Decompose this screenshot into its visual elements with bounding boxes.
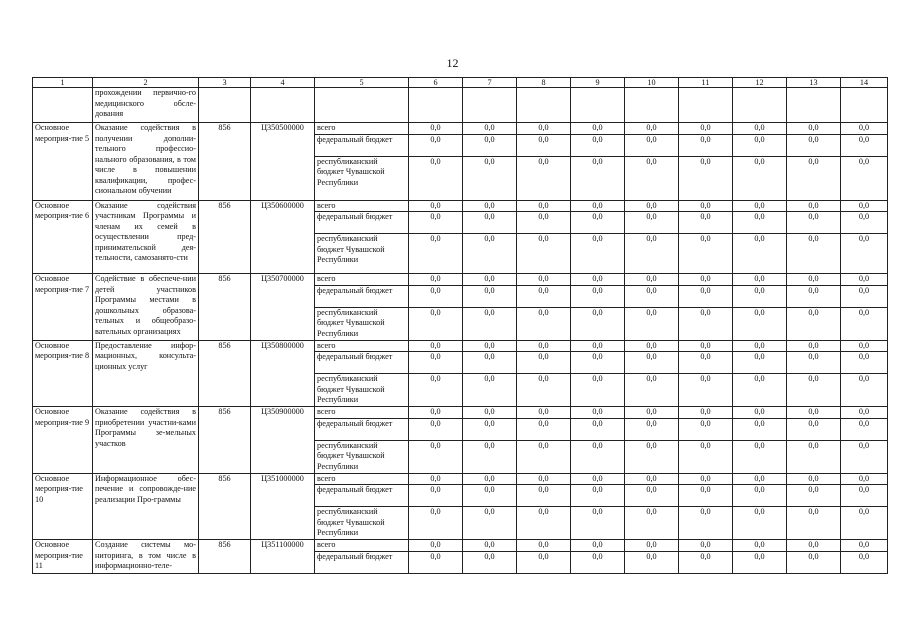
value-cell: 0,0: [841, 285, 888, 307]
value-cell: 0,0: [517, 418, 571, 440]
value-cell: 0,0: [787, 200, 841, 212]
funding-source-cell: федеральный бюджет: [315, 551, 409, 573]
value-cell: 0,0: [517, 234, 571, 274]
value-cell: 0,0: [679, 212, 733, 234]
value-cell: 0,0: [463, 407, 517, 419]
value-cell: 0,0: [679, 156, 733, 200]
value-cell: 0,0: [733, 212, 787, 234]
value-cell: 0,0: [517, 340, 571, 352]
value-cell: 0,0: [733, 352, 787, 374]
value-cell: 0,0: [679, 352, 733, 374]
value-cell: 0,0: [409, 440, 463, 473]
header-cell: 6: [409, 78, 463, 88]
value-cell: 0,0: [463, 200, 517, 212]
budget-code-cell: Ц351000000: [251, 473, 315, 540]
grbs-cell: 856: [199, 407, 251, 474]
value-cell: 0,0: [625, 200, 679, 212]
value-cell: 0,0: [787, 340, 841, 352]
value-cell: 0,0: [463, 212, 517, 234]
value-cell: 0,0: [409, 212, 463, 234]
event-desc-cell: Оказание содействия в получении дополни-тельного профессио-нального образования, в том числе в повышении квалификации, профес-сиональном обучении: [93, 123, 199, 201]
value-cell: 0,0: [841, 274, 888, 286]
table-row: [33, 200, 888, 212]
funding-source-cell: федеральный бюджет: [315, 485, 409, 507]
funding-source-cell: республиканский бюджет Чувашской Республики: [315, 156, 409, 200]
value-cell: 0,0: [409, 285, 463, 307]
value-cell: 0,0: [679, 285, 733, 307]
program-table: [32, 77, 888, 574]
value-cell: 0,0: [787, 540, 841, 552]
value-cell: 0,0: [625, 374, 679, 407]
grbs-cell: 856: [199, 540, 251, 574]
value-cell: 0,0: [517, 307, 571, 340]
value-cell: 0,0: [463, 507, 517, 540]
value-cell: 0,0: [571, 134, 625, 156]
value-cell: 0,0: [517, 212, 571, 234]
value-cell: 0,0: [625, 473, 679, 485]
budget-code-cell: Ц350500000: [251, 123, 315, 201]
table-row: [33, 123, 888, 135]
value-cell: 0,0: [841, 156, 888, 200]
value-cell: 0,0: [517, 540, 571, 552]
budget-code-cell: Ц351100000: [251, 540, 315, 574]
value-cell: 0,0: [571, 418, 625, 440]
value-cell: 0,0: [787, 274, 841, 286]
empty-cell: [463, 88, 517, 123]
value-cell: 0,0: [409, 307, 463, 340]
value-cell: 0,0: [733, 418, 787, 440]
value-cell: 0,0: [571, 473, 625, 485]
value-cell: 0,0: [571, 212, 625, 234]
value-cell: 0,0: [679, 485, 733, 507]
value-cell: 0,0: [679, 234, 733, 274]
value-cell: 0,0: [625, 440, 679, 473]
value-cell: 0,0: [679, 418, 733, 440]
table-row: [33, 473, 888, 485]
value-cell: 0,0: [409, 473, 463, 485]
header-cell: 4: [251, 78, 315, 88]
event-desc-cell: прохождении первично-го медицинского обсле-дования: [93, 88, 199, 123]
funding-source-cell: всего: [315, 340, 409, 352]
empty-cell: [199, 88, 251, 123]
value-cell: 0,0: [679, 307, 733, 340]
header-cell: 12: [733, 78, 787, 88]
value-cell: 0,0: [679, 440, 733, 473]
value-cell: 0,0: [625, 212, 679, 234]
value-cell: 0,0: [463, 418, 517, 440]
value-cell: 0,0: [409, 374, 463, 407]
value-cell: 0,0: [733, 407, 787, 419]
value-cell: 0,0: [787, 551, 841, 573]
value-cell: 0,0: [571, 234, 625, 274]
budget-code-cell: Ц350900000: [251, 407, 315, 474]
value-cell: 0,0: [517, 440, 571, 473]
value-cell: 0,0: [517, 507, 571, 540]
value-cell: 0,0: [787, 123, 841, 135]
value-cell: 0,0: [787, 134, 841, 156]
value-cell: 0,0: [787, 156, 841, 200]
value-cell: 0,0: [409, 234, 463, 274]
value-cell: 0,0: [625, 407, 679, 419]
value-cell: 0,0: [625, 134, 679, 156]
value-cell: 0,0: [409, 407, 463, 419]
value-cell: 0,0: [409, 485, 463, 507]
value-cell: 0,0: [733, 123, 787, 135]
budget-code-cell: Ц350700000: [251, 274, 315, 341]
value-cell: 0,0: [625, 340, 679, 352]
empty-cell: [315, 88, 409, 123]
empty-cell: [625, 88, 679, 123]
value-cell: 0,0: [841, 507, 888, 540]
value-cell: 0,0: [409, 418, 463, 440]
value-cell: 0,0: [571, 407, 625, 419]
value-cell: 0,0: [463, 307, 517, 340]
value-cell: 0,0: [679, 340, 733, 352]
empty-cell: [251, 88, 315, 123]
grbs-cell: 856: [199, 473, 251, 540]
grbs-cell: 856: [199, 340, 251, 407]
grbs-cell: 856: [199, 274, 251, 341]
value-cell: 0,0: [571, 156, 625, 200]
value-cell: 0,0: [841, 200, 888, 212]
value-cell: 0,0: [463, 374, 517, 407]
value-cell: 0,0: [841, 473, 888, 485]
table-row: [33, 407, 888, 419]
value-cell: 0,0: [517, 407, 571, 419]
value-cell: 0,0: [841, 485, 888, 507]
header-cell: 3: [199, 78, 251, 88]
page-number: 12: [446, 56, 459, 70]
value-cell: 0,0: [463, 274, 517, 286]
value-cell: 0,0: [571, 340, 625, 352]
funding-source-cell: всего: [315, 123, 409, 135]
value-cell: 0,0: [841, 407, 888, 419]
header-cell: 13: [787, 78, 841, 88]
value-cell: 0,0: [679, 551, 733, 573]
event-name-cell: [33, 88, 93, 123]
value-cell: 0,0: [679, 507, 733, 540]
value-cell: 0,0: [517, 156, 571, 200]
value-cell: 0,0: [463, 440, 517, 473]
value-cell: 0,0: [733, 340, 787, 352]
value-cell: 0,0: [841, 340, 888, 352]
value-cell: 0,0: [787, 473, 841, 485]
header-cell: 8: [517, 78, 571, 88]
funding-source-cell: всего: [315, 200, 409, 212]
value-cell: 0,0: [733, 540, 787, 552]
value-cell: 0,0: [625, 540, 679, 552]
empty-cell: [733, 88, 787, 123]
value-cell: 0,0: [787, 234, 841, 274]
value-cell: 0,0: [409, 340, 463, 352]
value-cell: 0,0: [571, 274, 625, 286]
value-cell: 0,0: [787, 440, 841, 473]
value-cell: 0,0: [625, 352, 679, 374]
funding-source-cell: федеральный бюджет: [315, 418, 409, 440]
value-cell: 0,0: [841, 440, 888, 473]
value-cell: 0,0: [463, 123, 517, 135]
value-cell: 0,0: [841, 134, 888, 156]
empty-cell: [841, 88, 888, 123]
empty-cell: [787, 88, 841, 123]
event-name-cell: Основное мероприя-тие 11: [33, 540, 93, 574]
value-cell: 0,0: [787, 407, 841, 419]
value-cell: 0,0: [517, 551, 571, 573]
event-desc-cell: Создание системы мо-ниторинга, в том числе в информационно-теле-: [93, 540, 199, 574]
value-cell: 0,0: [409, 134, 463, 156]
value-cell: 0,0: [733, 134, 787, 156]
value-cell: 0,0: [463, 156, 517, 200]
value-cell: 0,0: [841, 212, 888, 234]
value-cell: 0,0: [463, 352, 517, 374]
budget-code-cell: Ц350600000: [251, 200, 315, 274]
value-cell: 0,0: [679, 407, 733, 419]
value-cell: 0,0: [733, 440, 787, 473]
header-cell: 9: [571, 78, 625, 88]
value-cell: 0,0: [409, 507, 463, 540]
value-cell: 0,0: [787, 212, 841, 234]
funding-source-cell: республиканский бюджет Чувашской Республики: [315, 307, 409, 340]
value-cell: 0,0: [517, 123, 571, 135]
value-cell: 0,0: [409, 540, 463, 552]
value-cell: 0,0: [787, 352, 841, 374]
value-cell: 0,0: [733, 234, 787, 274]
value-cell: 0,0: [625, 307, 679, 340]
value-cell: 0,0: [733, 156, 787, 200]
funding-source-cell: всего: [315, 473, 409, 485]
value-cell: 0,0: [463, 551, 517, 573]
funding-source-cell: всего: [315, 274, 409, 286]
value-cell: 0,0: [463, 285, 517, 307]
empty-cell: [517, 88, 571, 123]
value-cell: 0,0: [733, 274, 787, 286]
value-cell: 0,0: [625, 507, 679, 540]
funding-source-cell: федеральный бюджет: [315, 212, 409, 234]
value-cell: 0,0: [409, 200, 463, 212]
event-desc-cell: Оказание содействия участникам Программы и членам их семей в осуществлении пред-принимательской дея-тельности, самозанято-сти: [93, 200, 199, 274]
value-cell: 0,0: [409, 156, 463, 200]
event-name-cell: Основное мероприя-тие 9: [33, 407, 93, 474]
event-desc-cell: Информационное обес-печение и сопровожде-ние реализации Про-граммы: [93, 473, 199, 540]
event-name-cell: Основное мероприя-тие 8: [33, 340, 93, 407]
value-cell: 0,0: [787, 485, 841, 507]
value-cell: 0,0: [679, 274, 733, 286]
value-cell: 0,0: [733, 285, 787, 307]
value-cell: 0,0: [733, 507, 787, 540]
value-cell: 0,0: [841, 374, 888, 407]
value-cell: 0,0: [679, 134, 733, 156]
funding-source-cell: республиканский бюджет Чувашской Республики: [315, 374, 409, 407]
continuation-row: [33, 88, 888, 123]
empty-cell: [409, 88, 463, 123]
header-row: [33, 78, 888, 88]
value-cell: 0,0: [463, 540, 517, 552]
header-cell: 2: [93, 78, 199, 88]
table-row: [33, 540, 888, 552]
value-cell: 0,0: [463, 485, 517, 507]
grbs-cell: 856: [199, 200, 251, 274]
value-cell: 0,0: [409, 274, 463, 286]
value-cell: 0,0: [571, 123, 625, 135]
value-cell: 0,0: [841, 123, 888, 135]
header-cell: 7: [463, 78, 517, 88]
value-cell: 0,0: [679, 123, 733, 135]
value-cell: 0,0: [679, 473, 733, 485]
value-cell: 0,0: [841, 352, 888, 374]
value-cell: 0,0: [463, 134, 517, 156]
table-row: [33, 340, 888, 352]
value-cell: 0,0: [571, 285, 625, 307]
value-cell: 0,0: [787, 374, 841, 407]
value-cell: 0,0: [517, 134, 571, 156]
value-cell: 0,0: [517, 285, 571, 307]
value-cell: 0,0: [571, 540, 625, 552]
event-desc-cell: Содействие в обеспече-нии детей участников Программы местами в дошкольных образова-тельных и общеобразо-вательных организациях: [93, 274, 199, 341]
value-cell: 0,0: [787, 418, 841, 440]
value-cell: 0,0: [517, 274, 571, 286]
value-cell: 0,0: [571, 440, 625, 473]
event-desc-cell: Оказание содействия в приобретении участни-ками Программы зе-мельных участков: [93, 407, 199, 474]
funding-source-cell: федеральный бюджет: [315, 352, 409, 374]
value-cell: 0,0: [625, 418, 679, 440]
value-cell: 0,0: [679, 200, 733, 212]
value-cell: 0,0: [463, 340, 517, 352]
value-cell: 0,0: [679, 540, 733, 552]
value-cell: 0,0: [517, 473, 571, 485]
grbs-cell: 856: [199, 123, 251, 201]
value-cell: 0,0: [679, 374, 733, 407]
header-cell: 11: [679, 78, 733, 88]
value-cell: 0,0: [625, 285, 679, 307]
value-cell: 0,0: [733, 473, 787, 485]
value-cell: 0,0: [571, 507, 625, 540]
value-cell: 0,0: [625, 485, 679, 507]
value-cell: 0,0: [571, 551, 625, 573]
value-cell: 0,0: [787, 285, 841, 307]
value-cell: 0,0: [787, 507, 841, 540]
header-cell: 5: [315, 78, 409, 88]
value-cell: 0,0: [571, 374, 625, 407]
value-cell: 0,0: [841, 307, 888, 340]
value-cell: 0,0: [625, 156, 679, 200]
funding-source-cell: федеральный бюджет: [315, 134, 409, 156]
value-cell: 0,0: [841, 234, 888, 274]
value-cell: 0,0: [517, 485, 571, 507]
empty-cell: [571, 88, 625, 123]
value-cell: 0,0: [841, 540, 888, 552]
value-cell: 0,0: [733, 551, 787, 573]
budget-code-cell: Ц350800000: [251, 340, 315, 407]
event-desc-cell: Предоставление инфор-мационных, консульта-ционных услуг: [93, 340, 199, 407]
value-cell: 0,0: [409, 352, 463, 374]
funding-source-cell: республиканский бюджет Чувашской Республики: [315, 507, 409, 540]
value-cell: 0,0: [571, 352, 625, 374]
value-cell: 0,0: [733, 374, 787, 407]
value-cell: 0,0: [517, 374, 571, 407]
value-cell: 0,0: [733, 485, 787, 507]
funding-source-cell: республиканский бюджет Чувашской Республики: [315, 440, 409, 473]
value-cell: 0,0: [841, 418, 888, 440]
funding-source-cell: федеральный бюджет: [315, 285, 409, 307]
header-cell: 14: [841, 78, 888, 88]
event-name-cell: Основное мероприя-тие 5: [33, 123, 93, 201]
value-cell: 0,0: [463, 473, 517, 485]
event-name-cell: Основное мероприя-тие 10: [33, 473, 93, 540]
value-cell: 0,0: [625, 274, 679, 286]
value-cell: 0,0: [409, 123, 463, 135]
header-cell: 1: [33, 78, 93, 88]
header-cell: 10: [625, 78, 679, 88]
event-name-cell: Основное мероприя-тие 6: [33, 200, 93, 274]
value-cell: 0,0: [625, 123, 679, 135]
event-name-cell: Основное мероприя-тие 7: [33, 274, 93, 341]
value-cell: 0,0: [571, 200, 625, 212]
value-cell: 0,0: [625, 234, 679, 274]
value-cell: 0,0: [841, 551, 888, 573]
value-cell: 0,0: [571, 307, 625, 340]
value-cell: 0,0: [733, 307, 787, 340]
funding-source-cell: всего: [315, 407, 409, 419]
funding-source-cell: республиканский бюджет Чувашской Республики: [315, 234, 409, 274]
value-cell: 0,0: [517, 200, 571, 212]
value-cell: 0,0: [571, 485, 625, 507]
value-cell: 0,0: [463, 234, 517, 274]
value-cell: 0,0: [625, 551, 679, 573]
empty-cell: [679, 88, 733, 123]
value-cell: 0,0: [733, 200, 787, 212]
value-cell: 0,0: [517, 352, 571, 374]
table-row: [33, 274, 888, 286]
value-cell: 0,0: [409, 551, 463, 573]
funding-source-cell: всего: [315, 540, 409, 552]
value-cell: 0,0: [787, 307, 841, 340]
